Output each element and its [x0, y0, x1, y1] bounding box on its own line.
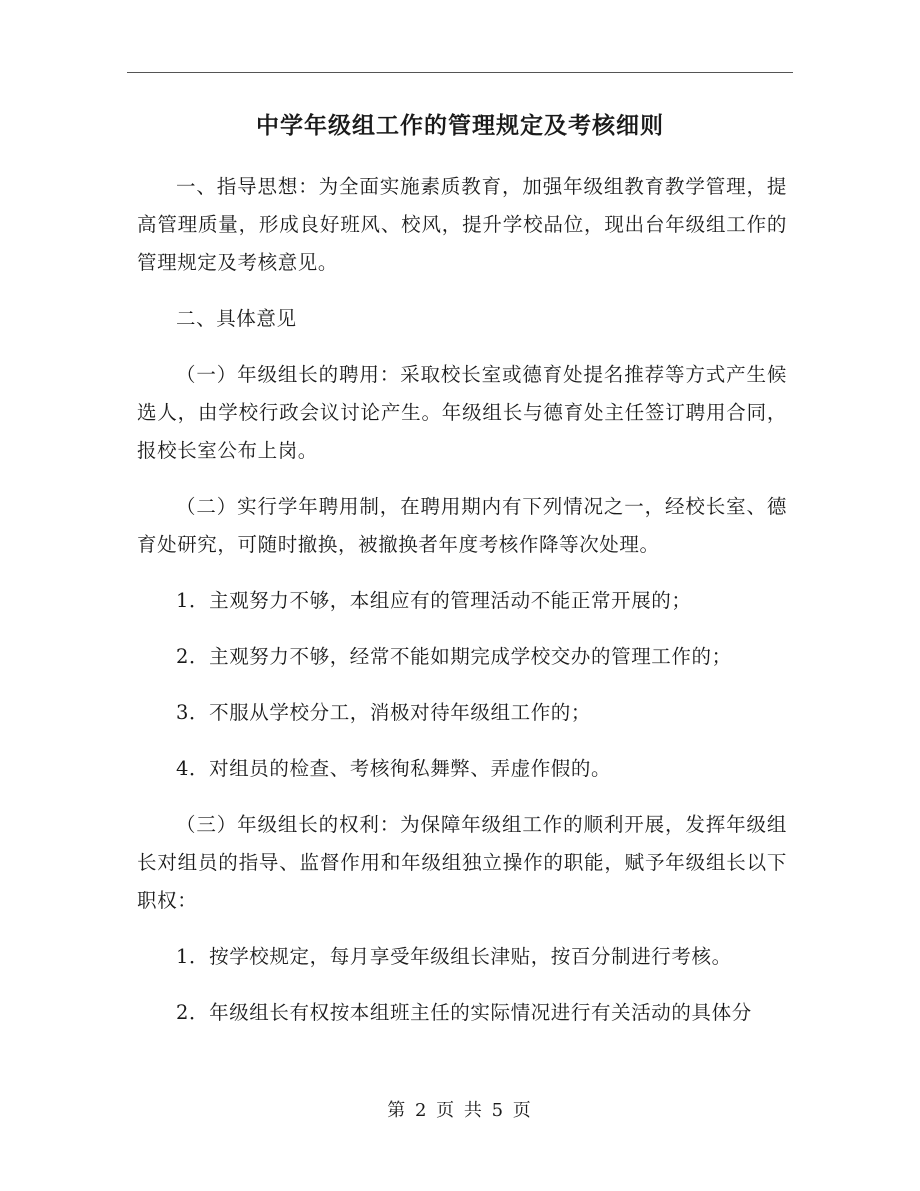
paragraph-rights: （三）年级组长的权利：为保障年级组工作的顺利开展，发挥年级组长对组员的指导、监督作用和年级组独立操作的职能，赋予年级组长以下职权：: [137, 813, 787, 912]
list-item: 4．对组员的检查、考核徇私舞弊、弄虚作假的。: [176, 757, 612, 780]
document-title: 中学年级组工作的管理规定及考核细则: [256, 112, 664, 139]
list-item: 2．年级组长有权按本组班主任的实际情况进行有关活动的具体分: [176, 1001, 752, 1024]
document-body: [137, 168, 787, 1032]
header-rule: [127, 72, 793, 73]
list-item: 1．按学校规定，每月享受年级组长津贴，按百分制进行考核。: [176, 945, 732, 968]
paragraph-section-heading: 二、具体意见: [176, 307, 297, 330]
paragraph-term-system: （二）实行学年聘用制，在聘用期内有下列情况之一，经校长室、德育处研究，可随时撤换，被撤换者年度考核作降等次处理。: [137, 495, 787, 556]
list-item: 3．不服从学校分工，消极对待年级组工作的；: [176, 701, 592, 724]
page-number-footer: 第 2 页 共 5 页: [387, 1100, 533, 1121]
list-item: 1．主观努力不够，本组应有的管理活动不能正常开展的；: [176, 589, 692, 612]
paragraph-appointment: （一）年级组长的聘用：采取校长室或德育处提名推荐等方式产生候选人，由学校行政会议讨论产生。年级组长与德育处主任签订聘用合同，报校长室公布上岗。: [137, 363, 787, 462]
paragraph-guiding-ideology: 一、指导思想：为全面实施素质教育，加强年级组教育教学管理，提高管理质量，形成良好班风、校风，提升学校品位，现出台年级组工作的管理规定及考核意见。: [137, 175, 787, 274]
list-item: 2．主观努力不够，经常不能如期完成学校交办的管理工作的；: [176, 645, 732, 668]
